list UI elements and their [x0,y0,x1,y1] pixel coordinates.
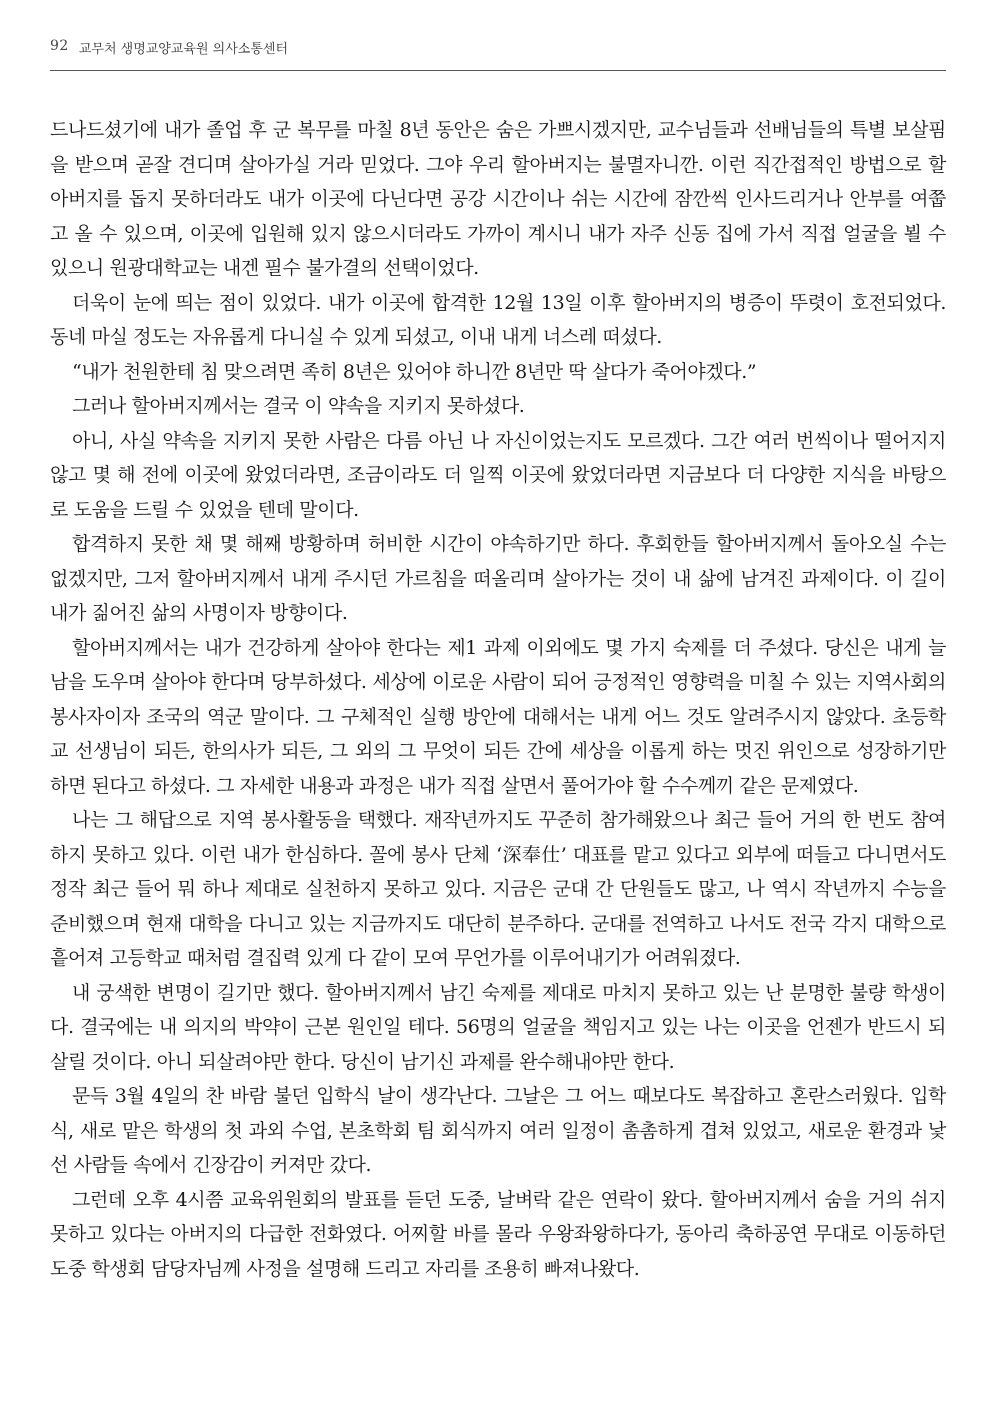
body-text [50,113,946,1286]
paragraph: 합격하지 못한 채 몇 해째 방황하며 허비한 시간이 야속하기만 하다. 후회한들 할아버지께서 돌아오실 수는 없겠지만, 그저 할아버지께서 내게 주시던 가르침을 떠올리며 살아가는 것이 내 삶에 남겨진 과제이다. 이 길이 내가 짊어진 삶의 사명이자 방향이다. [50,533,946,624]
paragraph: 그런데 오후 4시쯤 교육위원회의 발표를 듣던 도중, 날벼락 같은 연락이 왔다. 할아버지께서 숨을 거의 쉬지 못하고 있다는 아버지의 다급한 전화였다. 어찌할 바를 몰라 우왕좌왕하다가, 동아리 축하공연 무대로 이동하던 도중 학생회 담당자님께 사정을 설명해 드리고 자리를 조용히 빠져나왔다. [50,1188,946,1280]
paragraph: 더욱이 눈에 띄는 점이 있었다. 내가 이곳에 합격한 12월 13일 이후 할아버지의 병증이 뚜렷이 호전되었다. 동네 마실 정도는 자유롭게 다니실 수 있게 되셨고, 이내 내게 너스레 떠셨다. [50,291,946,348]
paragraph: 나는 그 해답으로 지역 봉사활동을 택했다. 재작년까지도 꾸준히 참가해왔으나 최근 들어 거의 한 번도 참여하지 못하고 있다. 이런 내가 한심하다. 꼴에 봉사 단체 ‘深奉仕’ 대표를 맡고 있다고 외부에 떠들고 다니면서도 정작 최근 들어 뭐 하나 제대로 실천하지 못하고 있다. 지금은 군대 간 단원들도 많고, 나 역시 작년까지 수능을 준비했으며 현재 대학을 다니고 있는 지금까지도 대단히 분주하다. 군대를 전역하고 나서도 전국 각지 대학으로 흩어져 고등학교 때처럼 결집력 있게 다 같이 모여 무언가를 이루어내기가 어려워졌다. [50,809,946,969]
paragraph-quote: “내가 천원한테 침 맞으려면 족히 8년은 있어야 하니깐 8년만 딱 살다가 죽어야겠다.” [72,360,757,383]
page-number: 92 [50,38,69,54]
paragraph: 문득 3월 4일의 찬 바람 불던 입학식 날이 생각난다. 그날은 그 어느 때보다도 복잡하고 혼란스러웠다. 입학식, 새로 맡은 학생의 첫 과외 수업, 본초학회 팀 회식까지 여러 일정이 촘촘하게 겹쳐 있었고, 새로운 환경과 낯선 사람들 속에서 긴장감이 커져만 갔다. [50,1085,946,1176]
page-header [50,38,946,71]
paragraph: 아니, 사실 약속을 지키지 못한 사람은 다름 아닌 나 자신이었는지도 모르겠다. 그간 여러 번씩이나 떨어지지 않고 몇 해 전에 이곳에 왔었더라면, 조금이라도 더 일찍 이곳에 왔었더라면 지금보다 더 다양한 지식을 바탕으로 도움을 드릴 수 있었을 텐데 말이다. [50,429,946,521]
paragraph: 그러나 할아버지께서는 결국 이 약속을 지키지 못하셨다. [72,395,525,417]
paragraph: 할아버지께서는 내가 건강하게 살아야 한다는 제1 과제 이외에도 몇 가지 숙제를 더 주셨다. 당신은 내게 늘 남을 도우며 살아야 한다며 당부하셨다. 세상에 이로운 사람이 되어 긍정적인 영향력을 미칠 수 있는 지역사회의 봉사자이자 조국의 역군 말이다. 그 구체적인 실행 방안에 대해서는 내게 어느 것도 알려주시지 않았다. 초등학교 선생님이 되든, 한의사가 되든, 그 외의 그 무엇이 되든 간에 세상을 이롭게 하는 멋진 위인으로 성장하기만 하면 된다고 하셨다. 그 자세한 내용과 과정은 내가 직접 살면서 풀어가야 할 수수께끼 같은 문제였다. [50,636,946,797]
paragraph: 내 궁색한 변명이 길기만 했다. 할아버지께서 남긴 숙제를 제대로 마치지 못하고 있는 난 분명한 불량 학생이다. 결국에는 내 의지의 박약이 근본 원인일 테다. 56명의 얼굴을 책임지고 있는 나는 이곳을 언젠가 반드시 되살릴 것이다. 아니 되살려야만 한다. 당신이 남기신 과제를 완수해내야만 한다. [50,981,946,1073]
running-title: 교무처 생명교양교육원 의사소통센터 [78,42,289,57]
paragraph: 드나드셨기에 내가 졸업 후 군 복무를 마칠 8년 동안은 숨은 가쁘시겠지만, 교수님들과 선배님들의 특별 보살핌을 받으며 곧잘 견디며 살아가실 거라 믿었다. 그야 우리 할아버지는 불멸자니깐. 이런 직간접적인 방법으로 할아버지를 돕지 못하더라도 내가 이곳에 다닌다면 공강 시간이나 쉬는 시간에 잠깐씩 인사드리거나 안부를 여쭙고 올 수 있으며, 이곳에 입원해 있지 않으시더라도 가까이 계시니 내가 자주 신동 집에 가서 직접 얼굴을 뵐 수 있으니 원광대학교는 내겐 필수 불가결의 선택이었다. [50,119,946,279]
